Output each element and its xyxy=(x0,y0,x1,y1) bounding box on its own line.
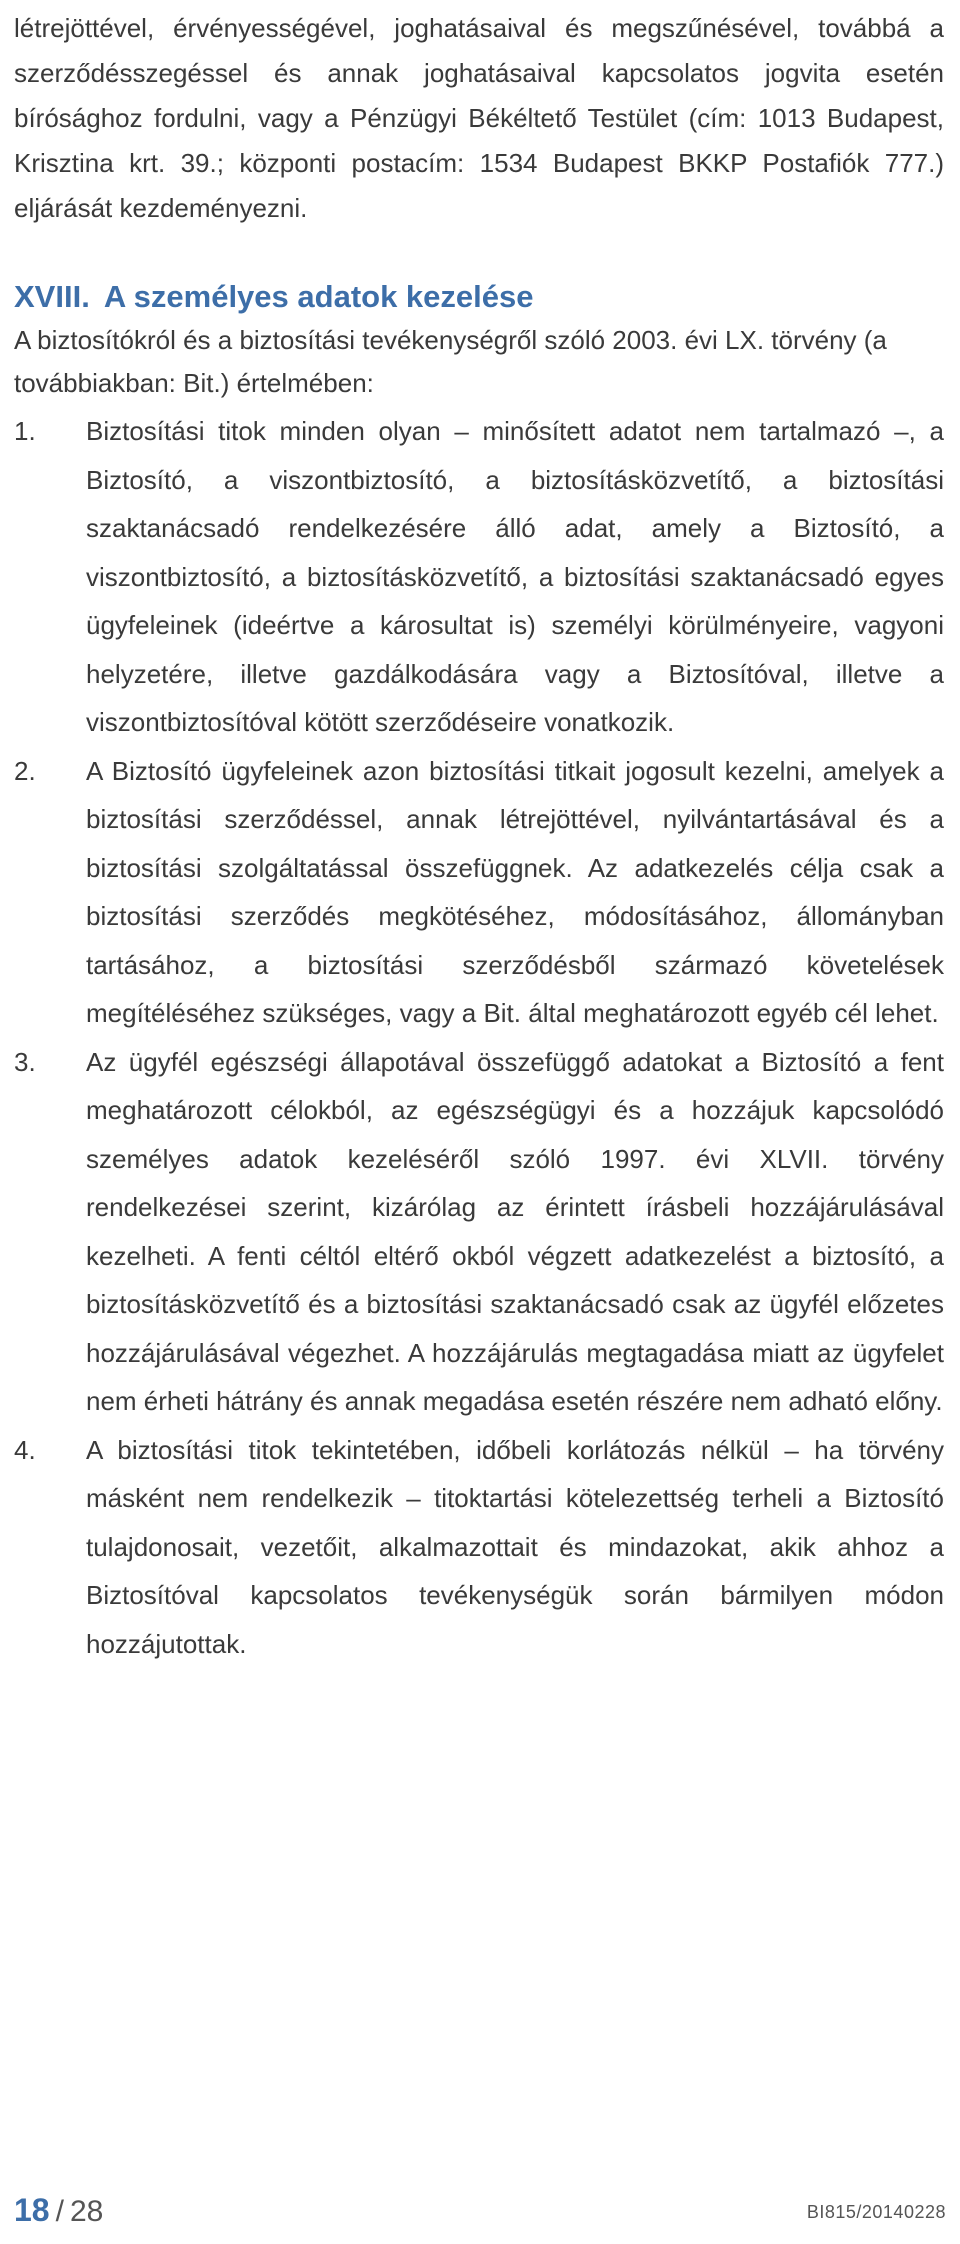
list-item-text: A biztosítási titok tekintetében, időbeli korlátozás nélkül – ha törvény másként nem rendelkezik – titoktartási kötelezettség terheli a Biztosító tulajdonosait, vezetőit, alkalmazottait és mindazokat, akik ahhoz a Biztosítóval kapcsolatos tevékenységük során bármilyen módon hozzájutottak. xyxy=(86,1434,944,1659)
section-intro: A biztosítókról és a biztosítási tevékenységről szóló 2003. évi LX. törvény (a továbbiakban: Bit.) értelmében: xyxy=(14,325,887,398)
list-item xyxy=(14,747,944,1038)
list-item-text: Biztosítási titok minden olyan – minősített adatot nem tartalmazó –, a Biztosító, a viszontbiztosító, a biztosításközvetítő, a biztosítási szaktanácsadó rendelkezésére álló adat, amely a Biztosító, a viszontbiztosító, a biztosításközvetítő, a biztosítási szaktanácsadó egyes ügyfeleinek (ideértve a károsultat is) személyi körülményeire, vagyoni helyzetére, illetve gazdálkodására vagy a Biztosítóval, illetve a viszontbiztosítóval kötött szerződéseire vonatkozik. xyxy=(86,416,944,737)
list-item-number: 4. xyxy=(14,1434,36,1465)
page-separator: / xyxy=(55,2195,64,2228)
list-item-text: A Biztosító ügyfeleinek azon biztosítási titkait jogosult kezelni, amelyek a biztosítási szerződéssel, annak létrejöttével, nyilvántartásával és a biztosítási szolgáltatással összefüggnek. Az adatkezelés célja csak a biztosítási szerződés megkötéséhez, módosításához, állományban tartásához, a biztosítási szerződésből származó követelések megítéléséhez szükséges, vagy a Bit. által meghatározott egyéb cél lehet. xyxy=(86,755,944,1028)
list-item xyxy=(14,407,944,747)
list-item-number: 2. xyxy=(14,755,36,786)
top-paragraph: létrejöttével, érvényességével, joghatásaival és megszűnésével, továbbá a szerződésszegéssel és annak joghatásaival kapcsolatos jogvita esetén bírósághoz fordulni, vagy a Pénzügyi Békéltető Testület (cím: 1013 Budapest, Krisztina krt. 39.; központi postacím: 1534 Budapest BKKP Postafiók 777.) eljárását kezdeményezni. xyxy=(14,13,944,223)
section-heading xyxy=(14,275,944,319)
page-total: 28 xyxy=(69,2195,104,2228)
list-item xyxy=(14,1038,944,1426)
numbered-list xyxy=(14,407,944,1668)
page-footer xyxy=(14,2192,946,2232)
list-item xyxy=(14,1426,944,1669)
document-code: BI815/20140228 xyxy=(806,2202,946,2222)
document-page xyxy=(14,6,944,1668)
section-title: A személyes adatok kezelése xyxy=(103,279,534,314)
page-current: 18 xyxy=(14,2192,50,2228)
list-item-number: 1. xyxy=(14,416,36,446)
list-item-number: 3. xyxy=(14,1046,36,1077)
section-number: XVIII. xyxy=(14,279,90,314)
list-item-text: Az ügyfél egészségi állapotával összefüggő adatokat a Biztosító a fent meghatározott célokból, az egészségügyi és a hozzájuk kapcsolódó személyes adatok kezeléséről szóló 1997. évi XLVII. törvény rendelkezései szerint, kizárólag az érintett írásbeli hozzájárulásával kezelheti. A fenti céltól eltérő okból végzett adatkezelést a biztosító, a biztosításközvetítő és a biztosítási szaktanácsadó csak az ügyfél előzetes hozzájárulásával végezhet. A hozzájárulás megtagadása miatt az ügyfelet nem érheti hátrány és annak megadása esetén részére nem adható előny. xyxy=(86,1046,944,1416)
page-number xyxy=(14,2192,103,2229)
